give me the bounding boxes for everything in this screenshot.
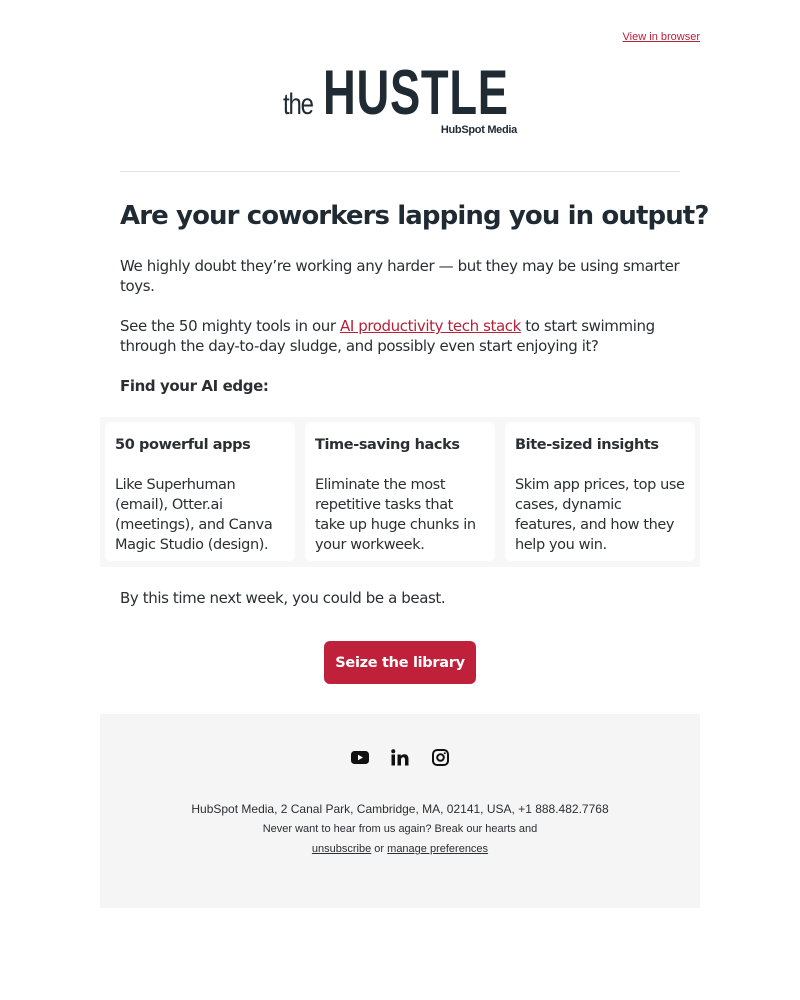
the-hustle-logo[interactable] bbox=[283, 58, 519, 142]
feature-cards bbox=[100, 417, 700, 567]
view-in-browser-link[interactable]: View in browser bbox=[622, 31, 700, 43]
feature-card bbox=[305, 422, 495, 561]
unsubscribe-prompt: Never want to hear from us again? Break our hearts and bbox=[262, 823, 538, 835]
youtube-icon[interactable] bbox=[350, 747, 370, 767]
logo-hustle: HUSTLE bbox=[323, 58, 509, 128]
feature-card bbox=[105, 422, 295, 561]
unsubscribe-link[interactable]: unsubscribe bbox=[311, 843, 372, 855]
intro-paragraph: We highly doubt they’re working any harder — but they may be using smarter toys. bbox=[120, 257, 680, 295]
feature-card bbox=[505, 422, 695, 561]
card-description: Eliminate the most repetitive tasks that take up huge chunks in your workweek. bbox=[315, 477, 476, 553]
tools-paragraph bbox=[120, 316, 680, 356]
social-links bbox=[100, 747, 700, 767]
logo-the: the bbox=[283, 88, 313, 121]
logo-hubspot-media: HubSpot Media bbox=[440, 124, 517, 136]
find-edge-heading: Find your AI edge: bbox=[120, 377, 269, 395]
card-title: Bite-sized insights bbox=[515, 437, 659, 453]
tools-text-after: to start swimming through the day-to-day sludge, and possibly even start enjoying it? bbox=[120, 317, 655, 355]
card-title: 50 powerful apps bbox=[115, 437, 251, 453]
tools-text-before: See the 50 mighty tools in our bbox=[120, 317, 340, 335]
ai-tech-stack-link[interactable]: AI productivity tech stack bbox=[339, 317, 521, 335]
or-separator: or bbox=[371, 843, 388, 855]
footer bbox=[100, 714, 700, 908]
seize-library-button[interactable]: Seize the library bbox=[324, 641, 476, 684]
card-description: Like Superhuman (email), Otter.ai (meetings), and Canva Magic Studio (design). bbox=[115, 477, 273, 553]
header-divider bbox=[120, 171, 680, 172]
headline: Are your coworkers lapping you in output? bbox=[120, 201, 709, 231]
card-title: Time-saving hacks bbox=[315, 437, 460, 453]
company-address: HubSpot Media, 2 Canal Park, Cambridge, MA, 02141, USA, +1 888.482.7768 bbox=[191, 802, 609, 816]
instagram-icon[interactable] bbox=[430, 747, 450, 767]
card-description: Skim app prices, top use cases, dynamic features, and how they help you win. bbox=[515, 477, 685, 553]
manage-preferences-link[interactable]: manage preferences bbox=[387, 843, 489, 855]
closing-text: By this time next week, you could be a beast. bbox=[120, 589, 446, 607]
footer-links bbox=[100, 843, 700, 855]
linkedin-icon[interactable] bbox=[390, 747, 410, 767]
